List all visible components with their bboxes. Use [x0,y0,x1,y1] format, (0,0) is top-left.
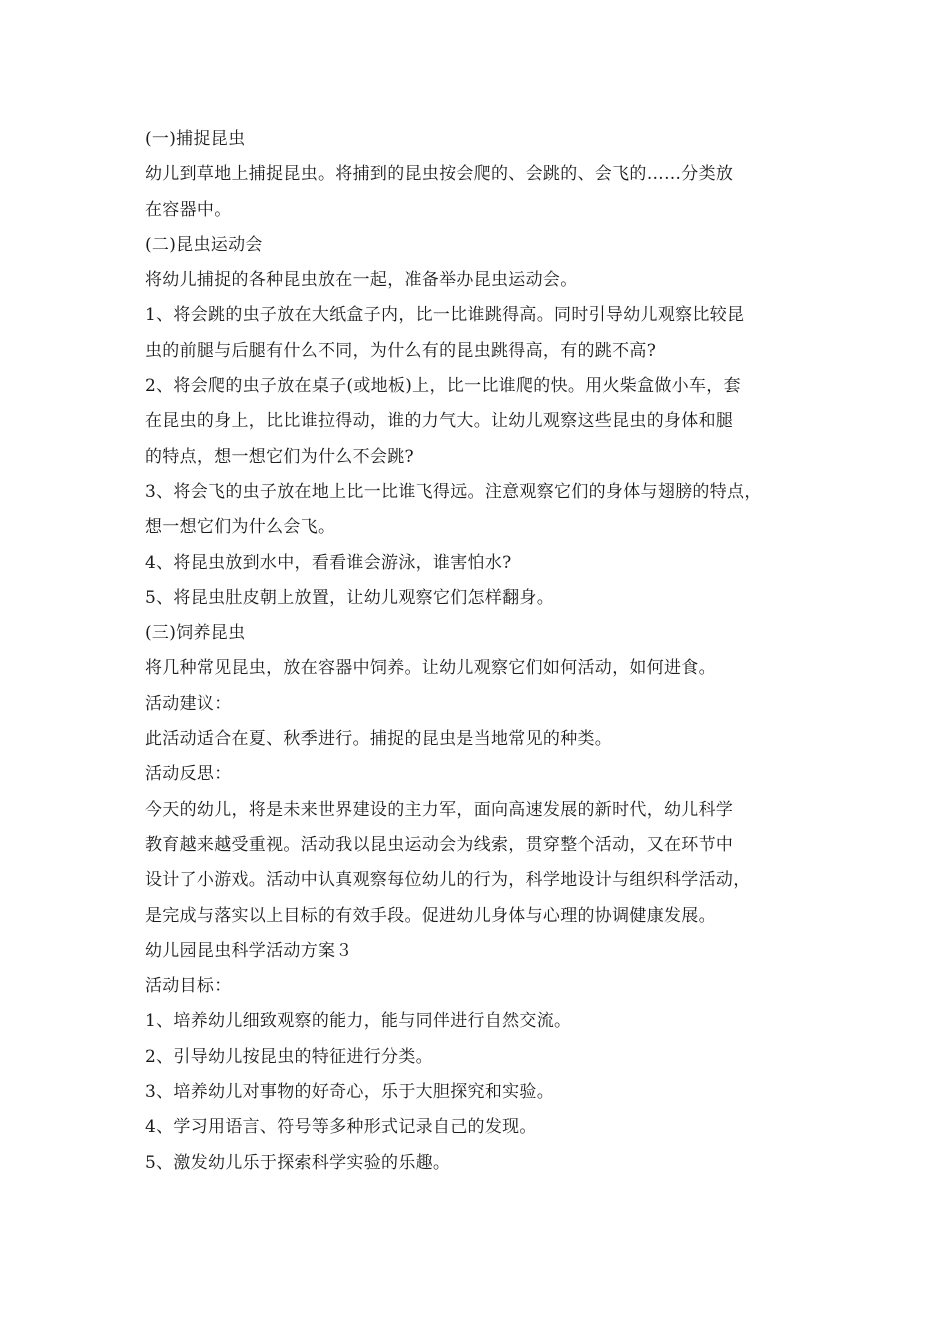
paragraph-line: 将几种常见昆虫，放在容器中饲养。让幼儿观察它们如何活动，如何进食。 [145,658,716,679]
section-heading-raise-insects: (三)饲养昆虫 [145,623,246,644]
plan-title: 幼儿园昆虫科学活动方案３ [145,940,353,961]
list-item-1-line: 1、将会跳的虫子放在大纸盒子内，比一比谁跳得高。同时引导幼儿观察比较昆 [145,305,745,326]
goal-item-5: 5、激发幼儿乐于探索科学实验的乐趣。 [145,1152,451,1173]
paragraph-line: 是完成与落实以上目标的有效手段。促进幼儿身体与心理的协调健康发展。 [145,905,716,926]
document-body [145,122,815,1181]
list-item-3-line: 3、将会飞的虫子放在地上比一比谁飞得远。注意观察它们的身体与翅膀的特点， [145,481,762,502]
list-item-5-line: 5、将昆虫肚皮朝上放置，让幼儿观察它们怎样翻身。 [145,587,555,608]
list-item-2-line: 2、将会爬的虫子放在桌子(或地板)上，比一比谁爬的快。用火柴盒做小车，套 [145,376,741,397]
goal-item-1: 1、培养幼儿细致观察的能力，能与同伴进行自然交流。 [145,1011,572,1032]
goal-item-3: 3、培养幼儿对事物的好奇心，乐于大胆探究和实验。 [145,1082,555,1103]
paragraph-line: 今天的幼儿，将是未来世界建设的主力军，面向高速发展的新时代，幼儿科学 [145,799,734,820]
list-item-1-line: 虫的前腿与后腿有什么不同，为什么有的昆虫跳得高，有的跳不高? [145,340,657,361]
paragraph-line: 此活动适合在夏、秋季进行。捕捉的昆虫是当地常见的种类。 [145,729,613,750]
section-heading-insect-sports-meet: (二)昆虫运动会 [145,234,263,255]
list-item-2-line: 的特点，想一想它们为什么不会跳? [145,446,414,467]
paragraph-line: 设计了小游戏。活动中认真观察每位幼儿的行为，科学地设计与组织科学活动， [145,870,751,891]
section-heading-activity-goals: 活动目标： [145,976,232,997]
goal-item-4: 4、学习用语言、符号等多种形式记录自己的发现。 [145,1117,537,1138]
paragraph-line: 幼儿到草地上捕捉昆虫。将捕到的昆虫按会爬的、会跳的、会飞的……分类放 [145,164,734,185]
goal-item-2: 2、引导幼儿按昆虫的特征进行分类。 [145,1046,433,1067]
list-item-4-line: 4、将昆虫放到水中，看看谁会游泳，谁害怕水? [145,552,512,573]
list-item-3-line: 想一想它们为什么会飞。 [145,517,336,538]
section-heading-catch-insects: (一)捕捉昆虫 [145,129,246,149]
list-item-2-line: 在昆虫的身上，比比谁拉得动，谁的力气大。让幼儿观察这些昆虫的身体和腿 [145,411,734,432]
section-heading-activity-reflection: 活动反思： [145,764,232,785]
paragraph-line: 教育越来越受重视。活动我以昆虫运动会为线索，贯穿整个活动，又在环节中 [145,834,734,855]
paragraph-line: 将幼儿捕捉的各种昆虫放在一起，准备举办昆虫运动会。 [145,270,578,291]
paragraph-line: 在容器中。 [145,199,232,220]
section-heading-activity-suggestion: 活动建议： [145,693,232,714]
